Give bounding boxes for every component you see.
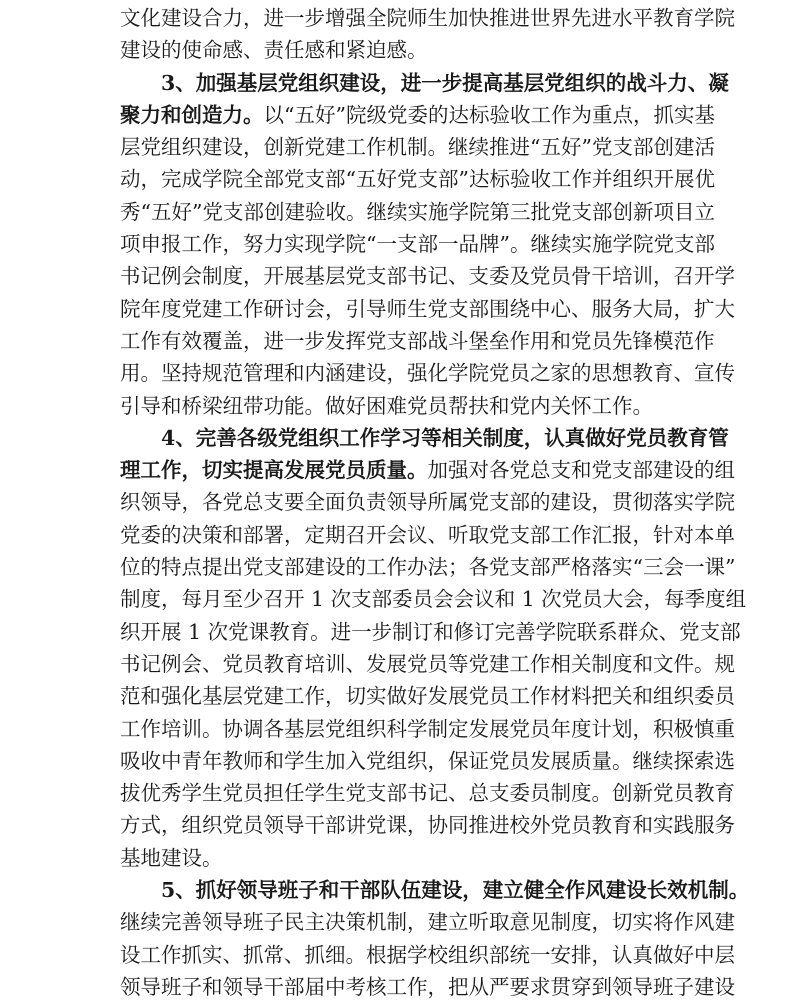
text-line: 织开展 1 次党课教育。进一步制订和修订完善学院联系群众、党支部 <box>120 619 741 644</box>
text-line: 动，完成学院全部党支部“五好党支部”达标验收工作并组织开展优 <box>120 167 715 192</box>
text-line: 范和强化基层党建工作，切实做好发展党员工作材料把关和组织委员 <box>120 684 735 709</box>
document-body <box>120 2 750 1003</box>
text-line: 设工作抓实、抓常、抓细。根据学校组织部统一安排，认真做好中层 <box>120 942 735 967</box>
text-line: 院年度党建工作研讨会，引导师生党支部围绕中心、服务大局，扩大 <box>120 296 735 321</box>
text-line: 基地建设。 <box>120 845 223 870</box>
text-line: 位的特点提出党支部建设的工作办法；各党支部严格落实“三会一课” <box>120 555 736 580</box>
text-line: 领导班子和领导干部届中考核工作，把从严要求贯穿到领导班子建设 <box>120 974 735 999</box>
section-heading: 3、加强基层党组织建设，进一步提高基层党组织的战斗力、凝 <box>161 70 729 95</box>
text-line: 工作有效覆盖，进一步发挥党支部战斗堡垒作用和党员先锋模范作 <box>120 328 715 353</box>
text-line: 方式，组织党员领导干部讲党课，协同推进校外党员教育和实践服务 <box>120 813 735 838</box>
text-line: 层党组织建设，创新党建工作机制。继续推进“五好”党支部创建活 <box>120 135 715 160</box>
text-line: 建设的使命感、责任感和紧迫感。 <box>120 38 428 63</box>
text-line: 织领导，各党总支要全面负责领导所属党支部的建设，贯彻落实学院 <box>120 490 735 515</box>
text-line: 秀“五好”党支部创建验收。继续实施学院第三批党支部创新项目立 <box>120 199 715 224</box>
text-line: 引导和桥梁纽带功能。做好困难党员帮扶和党内关怀工作。 <box>120 393 653 418</box>
text-line: 书记例会、党员教育培训、发展党员等党建工作相关制度和文件。规 <box>120 651 735 676</box>
section-heading: 4、完善各级党组织工作学习等相关制度，认真做好党员教育管 <box>161 425 729 450</box>
text-line: 吸收中青年教师和学生加入党组织，保证党员发展质量。继续探索选 <box>120 748 735 773</box>
text-line: 工作培训。协调各基层党组织科学制定发展党员年度计划，积极慎重 <box>120 716 735 741</box>
text-line: 理工作，切实提高发展党员质量。加强对各党总支和党支部建设的组 <box>120 458 735 483</box>
text-line: 聚力和创造力。以“五好”院级党委的达标验收工作为重点，抓实基 <box>120 102 715 127</box>
text-line: 书记例会制度，开展基层党支部书记、支委及党员骨干培训，召开学 <box>120 264 735 289</box>
text-line: 制度，每月至少召开 1 次支部委员会会议和 1 次党员大会，每季度组 <box>120 587 747 612</box>
section-heading: 5、抓好领导班子和干部队伍建设，建立健全作风建设长效机制。 <box>161 878 750 903</box>
text-line: 项申报工作，努力实现学院“一支部一品牌”。继续实施学院党支部 <box>120 232 715 257</box>
text-line: 党委的决策和部署，定期召开会议、听取党支部工作汇报，针对本单 <box>120 522 735 547</box>
text-line: 拔优秀学生党员担任学生党支部书记、总支委员制度。创新党员教育 <box>120 781 735 806</box>
text-line: 文化建设合力，进一步增强全院师生加快推进世界先进水平教育学院 <box>120 6 735 30</box>
text-line: 继续完善领导班子民主决策机制，建立听取意见制度，切实将作风建 <box>120 910 735 935</box>
text-line: 用。坚持规范管理和内涵建设，强化学院党员之家的思想教育、宣传 <box>120 361 735 386</box>
